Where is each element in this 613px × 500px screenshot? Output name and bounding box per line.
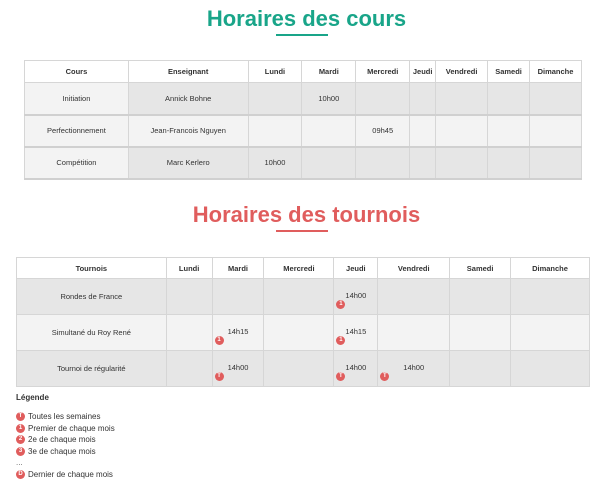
tournaments-table xyxy=(16,257,590,387)
cell-mercredi xyxy=(264,279,334,315)
cell-samedi xyxy=(488,115,530,147)
cell-mercredi xyxy=(264,315,334,351)
col-header-dimanche: Dimanche xyxy=(530,61,582,83)
cell-mardi xyxy=(212,279,264,315)
cell-samedi xyxy=(450,315,511,351)
cell-vendredi xyxy=(436,115,488,147)
cell-time: 14h00 xyxy=(345,291,367,300)
legend-title: Légende xyxy=(16,393,49,402)
cell-time: 14h00 xyxy=(403,363,425,372)
legend-item-label: Premier de chaque mois xyxy=(28,423,115,433)
col-header-mardi: Mardi xyxy=(302,61,356,83)
legend-item-label: 2e de chaque mois xyxy=(28,435,96,445)
col-header-tournois: Tournois xyxy=(17,258,167,279)
legend-separator: ... xyxy=(16,458,23,467)
badge-first-icon: 1 xyxy=(16,424,25,433)
cell-mercredi xyxy=(356,83,410,115)
legend-item xyxy=(16,469,115,481)
col-header-jeudi: Jeudi xyxy=(334,258,378,279)
tournament-name: Tournoi de régularité xyxy=(17,351,167,387)
courses-table xyxy=(24,60,582,180)
cell-jeudi xyxy=(334,279,378,315)
badge-weekly-icon: T xyxy=(16,412,25,421)
cell-time: 14h00 xyxy=(227,363,249,372)
tournaments-header-row xyxy=(17,258,590,279)
cell-mardi xyxy=(302,147,356,179)
col-header-enseignant: Enseignant xyxy=(128,61,248,83)
cell-mercredi xyxy=(356,147,410,179)
col-header-cours: Cours xyxy=(25,61,129,83)
col-header-samedi: Samedi xyxy=(488,61,530,83)
cell-mardi xyxy=(302,115,356,147)
col-header-lundi: Lundi xyxy=(248,61,302,83)
course-teacher: Jean-Francois Nguyen xyxy=(128,115,248,147)
table-row xyxy=(25,83,582,115)
legend-item-label: Toutes les semaines xyxy=(28,412,101,422)
badge-second-icon: 2 xyxy=(16,435,25,444)
cell-lundi xyxy=(166,351,212,387)
course-teacher: Marc Kerlero xyxy=(128,147,248,179)
cell-jeudi xyxy=(334,315,378,351)
tournament-name: Rondes de France xyxy=(17,279,167,315)
frequency-badge-icon: T xyxy=(215,372,224,381)
cell-time: 14h15 xyxy=(227,327,249,336)
legend-item xyxy=(16,434,115,446)
tournament-name: Simultané du Roy René xyxy=(17,315,167,351)
cell-vendredi xyxy=(436,83,488,115)
cell-lundi xyxy=(248,83,302,115)
legend-item-label: Dernier de chaque mois xyxy=(28,470,113,480)
cell-samedi xyxy=(450,351,511,387)
cell-mardi xyxy=(212,351,264,387)
frequency-badge-icon: T xyxy=(380,372,389,381)
cell-lundi xyxy=(166,279,212,315)
course-name: Perfectionnement xyxy=(25,115,129,147)
cell-dimanche xyxy=(530,83,582,115)
legend xyxy=(16,393,115,481)
course-name: Initiation xyxy=(25,83,129,115)
cell-dimanche xyxy=(511,279,590,315)
badge-third-icon: 3 xyxy=(16,447,25,456)
cell-jeudi xyxy=(334,351,378,387)
table-row xyxy=(17,279,590,315)
cell-dimanche xyxy=(530,147,582,179)
table-row xyxy=(25,147,582,179)
cell-vendredi xyxy=(378,279,450,315)
cell-vendredi xyxy=(378,315,450,351)
cell-vendredi xyxy=(436,147,488,179)
cell-time: 14h15 xyxy=(345,327,367,336)
cell-time: 14h00 xyxy=(345,363,367,372)
table-row xyxy=(17,351,590,387)
cell-jeudi xyxy=(410,147,436,179)
cell-samedi xyxy=(450,279,511,315)
col-header-lundi: Lundi xyxy=(166,258,212,279)
cell-vendredi xyxy=(378,351,450,387)
courses-title-underline xyxy=(276,34,328,36)
col-header-vendredi: Vendredi xyxy=(378,258,450,279)
cell-mercredi: 09h45 xyxy=(356,115,410,147)
cell-dimanche xyxy=(511,315,590,351)
col-header-mercredi: Mercredi xyxy=(264,258,334,279)
cell-dimanche xyxy=(511,351,590,387)
cell-mardi xyxy=(212,315,264,351)
courses-title: Horaires des cours xyxy=(206,6,407,31)
frequency-badge-icon: T xyxy=(336,372,345,381)
col-header-samedi: Samedi xyxy=(450,258,511,279)
frequency-badge-icon: 1 xyxy=(215,336,224,345)
cell-samedi xyxy=(488,83,530,115)
frequency-badge-icon: 1 xyxy=(336,336,345,345)
cell-lundi: 10h00 xyxy=(248,147,302,179)
legend-item-label: 3e de chaque mois xyxy=(28,446,96,456)
cell-lundi xyxy=(248,115,302,147)
cell-lundi xyxy=(166,315,212,351)
cell-dimanche xyxy=(530,115,582,147)
tournaments-title-underline xyxy=(276,230,328,232)
legend-item xyxy=(16,423,115,435)
frequency-badge-icon: 1 xyxy=(336,300,345,309)
legend-item xyxy=(16,446,115,458)
table-row xyxy=(25,115,582,147)
legend-item xyxy=(16,411,115,423)
col-header-dimanche: Dimanche xyxy=(511,258,590,279)
table-row xyxy=(17,315,590,351)
cell-jeudi xyxy=(410,115,436,147)
cell-jeudi xyxy=(410,83,436,115)
course-teacher: Annick Bohne xyxy=(128,83,248,115)
tournaments-title: Horaires des tournois xyxy=(192,202,421,227)
col-header-mercredi: Mercredi xyxy=(356,61,410,83)
col-header-vendredi: Vendredi xyxy=(436,61,488,83)
badge-last-icon: D xyxy=(16,470,25,479)
col-header-jeudi: Jeudi xyxy=(410,61,436,83)
course-name: Compétition xyxy=(25,147,129,179)
col-header-mardi: Mardi xyxy=(212,258,264,279)
cell-samedi xyxy=(488,147,530,179)
cell-mardi: 10h00 xyxy=(302,83,356,115)
courses-header-row xyxy=(25,61,582,83)
cell-mercredi xyxy=(264,351,334,387)
